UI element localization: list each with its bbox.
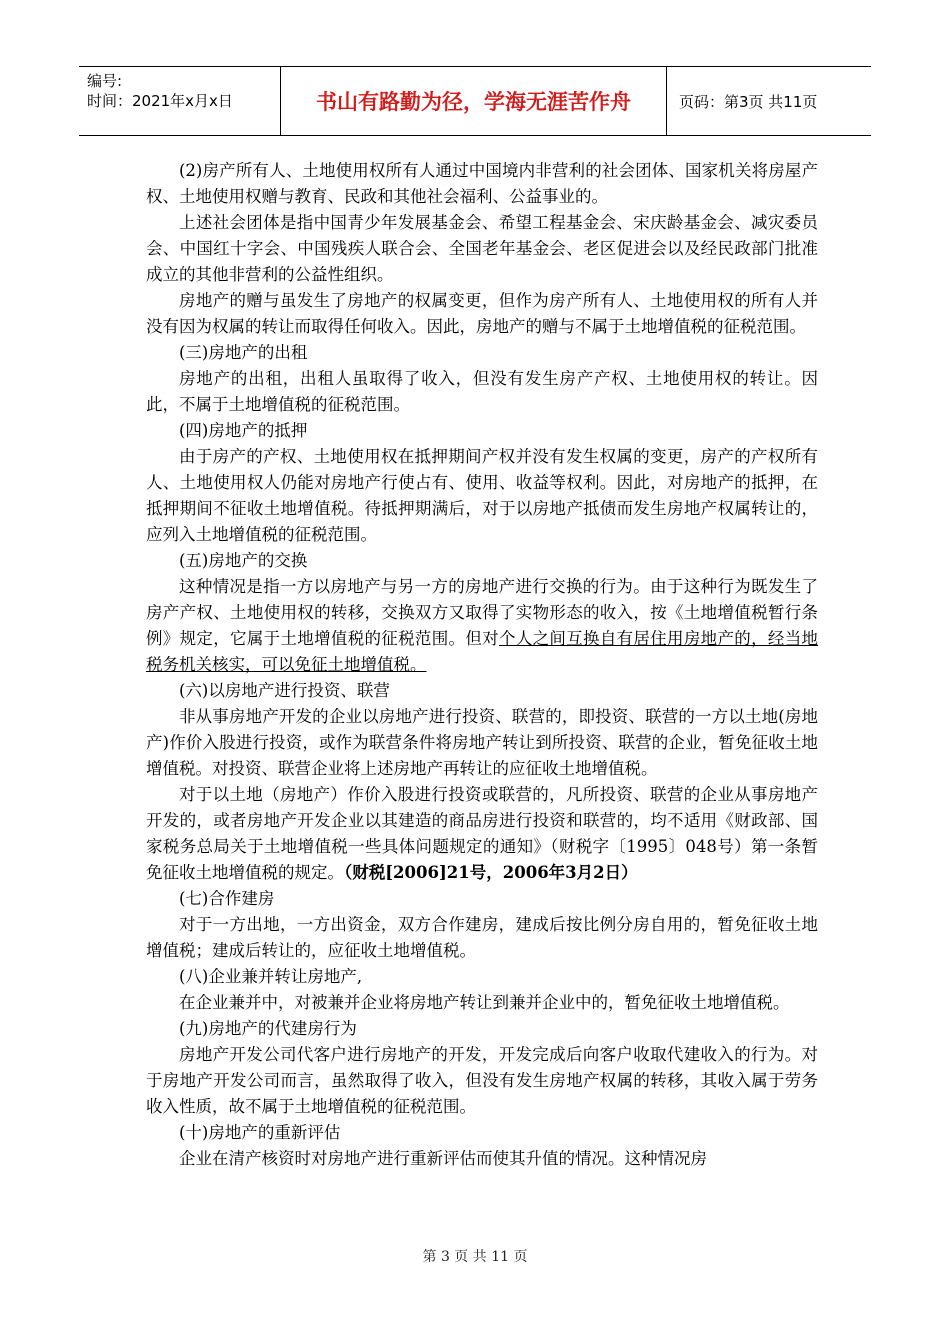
section-heading: (八)企业兼并转让房地产, (179, 967, 363, 986)
header-meta (79, 67, 281, 135)
paragraph-text: 对于以土地（房地产）作价入股进行投资或联营的，凡所投资、联营的企业从事房地产开发的，或者房地产开发企业以其建造的商品房进行投资和联营的，均不适用《财政部、国家税务总局关于土地增值税一些具体问题规定的通知》（财税字〔1995〕048号）第一条暂免征收土地增值税的规定。 (146, 785, 818, 882)
paragraph: 房地产的出租，出租人虽取得了收入，但没有发生房产产权、土地使用权的转让。因此，不属于土地增值税的征税范围。 (146, 369, 818, 414)
section-heading: (五)房地产的交换 (179, 551, 308, 570)
paragraph: 上述社会团体是指中国青少年发展基金会、希望工程基金会、宋庆龄基金会、减灾委员会、中国红十字会、中国残疾人联合会、全国老年基金会、老区促进会以及经民政部门批准成立的其他非营利的公益性组织。 (146, 213, 818, 284)
paragraph: 企业在清产核资时对房地产进行重新评估而使其升值的情况。这种情况房 (179, 1149, 707, 1168)
header-page-info: 页码：第3页 共11页 (679, 92, 818, 111)
doc-date-label: 时间：2021年x月x日 (87, 92, 233, 110)
paragraph: 非从事房地产开发的企业以房地产进行投资、联营的，即投资、联营的一方以土地(房地产)作价入股进行投资，或作为联营条件将房地产转让到所投资、联营的企业，暂免征收土地增值税。对投资、联营企业将上述房地产再转让的应征收土地增值税。 (146, 707, 818, 778)
section-heading: (九)房地产的代建房行为 (179, 1019, 357, 1038)
section-heading: (十)房地产的重新评估 (179, 1123, 341, 1142)
paragraph: 在企业兼并中，对被兼并企业将房地产转让到兼并企业中的，暂免征收土地增值税。 (179, 993, 790, 1012)
doc-code-label: 编号: (87, 72, 123, 90)
header-motto: 书山有路勤为径，学海无涯苦作舟 (281, 67, 667, 135)
underlined-text: 个人之间互换自有居住用房地产的，经当地税务机关核实，可以免征土地增值税。 (146, 629, 819, 674)
paragraph: 房地产开发公司代客户进行房地产的开发，开发完成后向客户收取代建收入的行为。对于房地产开发公司而言，虽然取得了收入，但没有发生房地产权属的转移，其收入属于劳务收入性质，故不属于土地增值税的征税范围。 (146, 1045, 818, 1116)
paragraph-text: 这种情况是指一方以房地产与另一方的房地产进行交换的行为。由于这种行为既发生了房产产权、土地使用权的转移，交换双方又取得了实物形态的收入，按《土地增值税暂行条例》规定，它属于土地增值税的征税范围。但对 (146, 577, 818, 648)
paragraph (146, 574, 818, 678)
paragraph: (2)房产所有人、土地使用权所有人通过中国境内非营利的社会团体、国家机关将房屋产权、土地使用权赠与教育、民政和其他社会福利、公益事业的。 (146, 161, 818, 206)
paragraph: 由于房产的产权、土地使用权在抵押期间产权并没有发生权属的变更，房产的产权所有人、土地使用权人仍能对房地产行使占有、使用、收益等权利。因此，对房地产的抵押，在抵押期间不征收土地增值税。待抵押期满后，对于以房地产抵债而发生房地产权属转让的，应列入土地增值税的征税范围。 (146, 447, 818, 544)
paragraph: 对于一方出地，一方出资金，双方合作建房，建成后按比例分房自用的，暂免征收土地增值税；建成后转让的，应征收土地增值税。 (146, 915, 818, 960)
paragraph (146, 782, 818, 886)
document-body (146, 158, 818, 1172)
page-header (79, 66, 871, 136)
section-heading: (七)合作建房 (179, 889, 275, 908)
bold-citation: （财税[2006]21号，2006年3月2日） (344, 863, 638, 882)
section-heading: (三)房地产的出租 (179, 343, 308, 362)
paragraph: 房地产的赠与虽发生了房地产的权属变更，但作为房产所有人、土地使用权的所有人并没有因为权属的转让而取得任何收入。因此，房地产的赠与不属于土地增值税的征税范围。 (146, 291, 818, 336)
page-footer: 第 3 页 共 11 页 (422, 1249, 528, 1265)
section-heading: (四)房地产的抵押 (179, 421, 308, 440)
section-heading: (六)以房地产进行投资、联营 (179, 681, 390, 700)
